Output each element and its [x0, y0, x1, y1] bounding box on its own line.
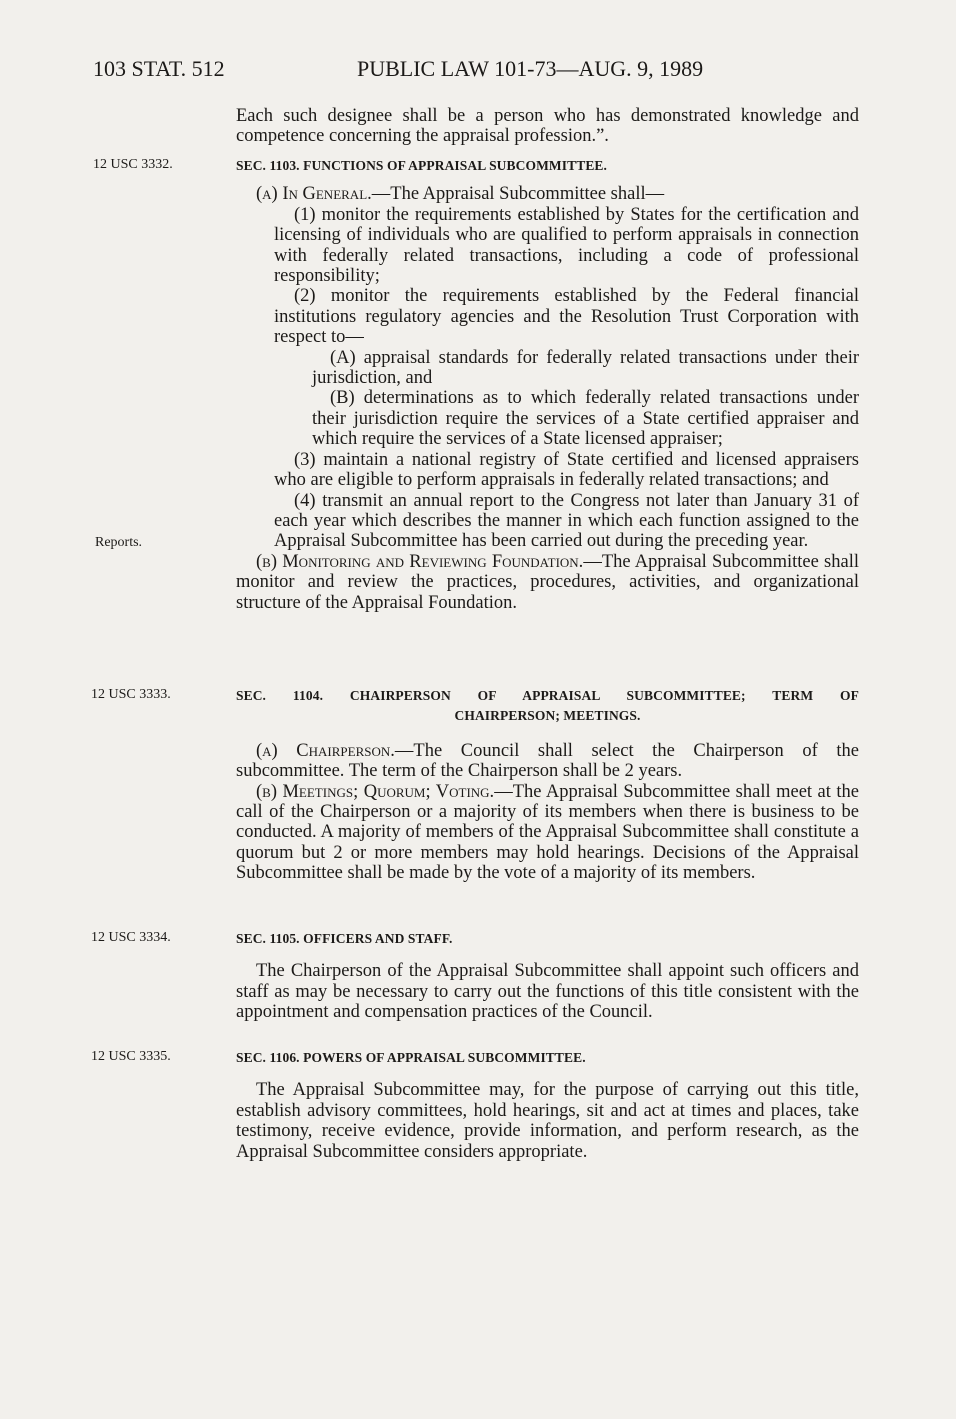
section-1106-heading: SEC. 1106. POWERS OF APPRAISAL SUBCOMMITTEE.	[236, 1050, 586, 1065]
section-1104	[236, 686, 859, 884]
section-1103-a	[236, 184, 859, 204]
section-1103	[236, 156, 859, 613]
section-1103-item-1: (1) monitor the requirements established by States for the certification and licensing of individuals who are qualified to perform appraisals in connection with federally related transactions, including a code of professional responsibility;	[274, 204, 859, 287]
section-1104-b	[236, 782, 859, 884]
section-1104-b-label: (b) Meetings; Quorum; Voting.	[256, 781, 495, 802]
margin-note-reports: Reports.	[95, 535, 143, 550]
running-header	[93, 56, 873, 86]
section-1103-a-text: —The Appraisal Subcommittee shall—	[371, 184, 665, 205]
section-1103-item-2b: (B) determinations as to which federally related transactions under their jurisdiction require the services of a State certified appraiser and which require the services of a State licensed appraiser;	[312, 388, 859, 450]
section-1103-b-label: (b) Monitoring and Reviewing Foundation.	[256, 551, 584, 572]
section-1103-item-2: (2) monitor the requirements established by the Federal financial institutions regulatory agencies and the Resolution Trust Corporation with respect to—	[274, 286, 859, 348]
section-1105-text: The Chairperson of the Appraisal Subcommittee shall appoint such officers and staff as may be necessary to carry out the functions of this title consistent with the appointment and compensation practices of the Council.	[236, 961, 859, 1023]
page-citation: 103 STAT. 512	[93, 56, 225, 81]
section-1104-heading-line1: SEC. 1104. CHAIRPERSON OF APPRAISAL SUBCOMMITTEE; TERM OF	[236, 688, 859, 703]
section-1103-a-label: (a) In General.	[256, 184, 372, 205]
margin-note-usc-3332: 12 USC 3332.	[93, 157, 173, 172]
section-1104-heading-line2: CHAIRPERSON; MEETINGS.	[454, 708, 641, 724]
section-1103-b	[236, 552, 859, 613]
law-title: PUBLIC LAW 101-73—AUG. 9, 1989	[357, 56, 704, 81]
section-1106-text: The Appraisal Subcommittee may, for the purpose of carrying out this title, establish advisory committees, hold hearings, sit and act at times and places, take testimony, receive evidence, provide information, and perform research, as the Appraisal Subcommittee considers appropriate.	[236, 1080, 859, 1162]
intro-paragraph: Each such designee shall be a person who has demonstrated knowledge and competence concerning the appraisal profession.”.	[236, 106, 859, 147]
section-1104-a-text: —The Council shall select the Chairperson of the subcommittee. The term of the Chairperson shall be 2 years.	[236, 740, 859, 782]
section-1103-item-4: (4) transmit an annual report to the Congress not later than January 31 of each year which describes the manner in which each function assigned to the Appraisal Subcommittee has been carried out during the preceding year.	[274, 490, 859, 552]
section-1104-a	[236, 741, 859, 782]
margin-note-usc-3335: 12 USC 3335.	[91, 1049, 171, 1064]
margin-note-usc-3333: 12 USC 3333.	[91, 687, 171, 702]
section-1104-a-label: (a) Chairperson.	[256, 740, 395, 761]
section-1103-item-3: (3) maintain a national registry of State certified and licensed appraisers who are eligible to perform appraisals in federally related transactions; and	[274, 449, 859, 491]
section-1105	[236, 929, 859, 1023]
section-1106	[236, 1048, 859, 1162]
section-1104-b-text: —The Appraisal Subcommittee shall meet at the call of the Chairperson or a majority of its members when there is business to be conducted. A majority of members of the Appraisal Subcommittee shall constitute a quorum but 2 or more members may hold hearings. Decisions of the Appraisal Subcommittee shall be made by the vote of a majority of its members.	[236, 781, 859, 884]
intro-block	[236, 106, 859, 147]
section-1105-heading: SEC. 1105. OFFICERS AND STAFF.	[236, 931, 453, 946]
section-1103-item-2a: (A) appraisal standards for federally related transactions under their jurisdiction, and	[312, 347, 859, 389]
margin-note-usc-3334: 12 USC 3334.	[91, 930, 171, 945]
section-1103-b-text: —The Appraisal Subcommittee shall monitor and review the practices, procedures, activities, and organizational structure of the Appraisal Foundation.	[236, 551, 859, 613]
section-1103-heading: SEC. 1103. FUNCTIONS OF APPRAISAL SUBCOMMITTEE.	[236, 158, 608, 173]
